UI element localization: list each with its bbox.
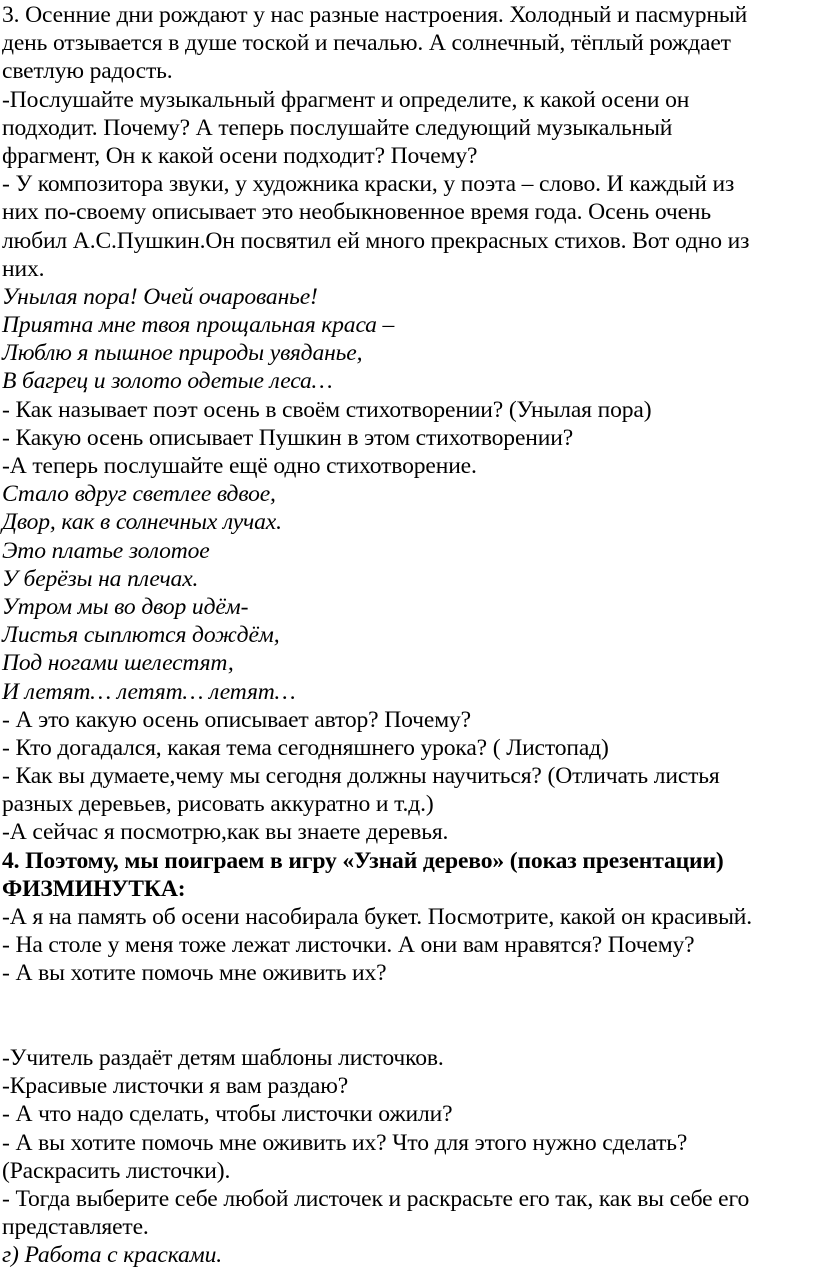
text-line: -А сейчас я посмотрю,как вы знаете деревья.: [2, 819, 449, 846]
poem-line: Приятна мне твоя прощальная краса –: [2, 312, 395, 339]
text-line: (Раскрасить листочки).: [2, 1157, 231, 1184]
poem-line: Это платье золотое: [2, 537, 210, 564]
text-line: разных деревьев, рисовать аккуратно и т.д.): [2, 791, 434, 818]
poem-line: Стало вдруг светлее вдвое,: [2, 481, 276, 508]
poem-line: Утром мы во двор идём-: [2, 593, 249, 620]
text-line: - А вы хотите помочь мне оживить их?: [2, 960, 387, 987]
text-line: любил А.С.Пушкин.Он посвятил ей много прекрасных стихов. Вот одно из: [2, 227, 750, 254]
text-line: светлую радость.: [2, 58, 173, 85]
text-line: день отзывается в душе тоской и печалью. А солнечный, тёплый рождает: [2, 30, 731, 57]
poem-line: Люблю я пышное природы увяданье,: [2, 340, 363, 367]
text-line: - Тогда выберите себе любой листочек и раскрасьте его так, как вы себе его: [2, 1185, 750, 1212]
text-line: подходит. Почему? А теперь послушайте следующий музыкальный: [2, 114, 673, 141]
poem-line: Унылая пора! Очей очарованье!: [2, 283, 318, 310]
text-line: них по-своему описывает это необыкновенное время года. Осень очень: [2, 199, 711, 226]
text-line: -Послушайте музыкальный фрагмент и определите, к какой осени он: [2, 86, 690, 113]
poem-line: Листья сыплются дождём,: [2, 622, 280, 649]
text-line: - Кто догадался, какая тема сегодняшнего урока? ( Листопад): [2, 734, 609, 761]
text-line: - А что надо сделать, чтобы листочки ожили?: [2, 1101, 453, 1128]
text-line: - У композитора звуки, у художника краски, у поэта – слово. И каждый из: [2, 171, 735, 198]
text-line: - А вы хотите помочь мне оживить их? Что для этого нужно сделать?: [2, 1129, 688, 1156]
text-line: - Как называет поэт осень в своём стихотворении? (Унылая пора): [2, 396, 652, 423]
poem-line: У берёзы на плечах.: [2, 565, 199, 592]
poem-line: В багрец и золото одетые леса…: [2, 368, 333, 395]
poem-line: И летят… летят… летят…: [2, 678, 296, 705]
text-line: -Красивые листочки я вам раздаю?: [2, 1073, 349, 1100]
heading-line: ФИЗМИНУТКА:: [2, 875, 186, 902]
document-body: [2, 1, 752, 1269]
poem-line: Под ногами шелестят,: [2, 650, 234, 677]
heading-line: 4. Поэтому, мы поиграем в игру «Узнай дерево» (показ презентации): [2, 847, 724, 874]
text-line: - На столе у меня тоже лежат листочки. А они вам нравятся? Почему?: [2, 932, 695, 959]
text-line: - Какую осень описывает Пушкин в этом стихотворении?: [2, 424, 574, 451]
poem-line: Двор, как в солнечных лучах.: [2, 509, 282, 536]
text-line: 3. Осенние дни рождают у нас разные настроения. Холодный и пасмурный: [2, 2, 748, 28]
text-line: - Как вы думаете,чему мы сегодня должны научиться? (Отличать листья: [2, 763, 720, 790]
text-line: - А это какую осень описывает автор? Почему?: [2, 706, 471, 733]
text-line: фрагмент, Он к какой осени подходит? Почему?: [2, 142, 478, 169]
text-line: -Учитель раздаёт детям шаблоны листочков.: [2, 1044, 444, 1071]
poem-line: г) Работа с красками.: [2, 1242, 222, 1269]
text-line: [2, 1016, 752, 1044]
text-line: -А теперь послушайте ещё одно стихотворение.: [2, 453, 477, 479]
text-line: них.: [2, 255, 45, 282]
text-line: [2, 988, 752, 1016]
text-line: представляете.: [2, 1214, 149, 1241]
text-line: -А я на память об осени насобирала букет. Посмотрите, какой он красивый.: [2, 904, 753, 930]
